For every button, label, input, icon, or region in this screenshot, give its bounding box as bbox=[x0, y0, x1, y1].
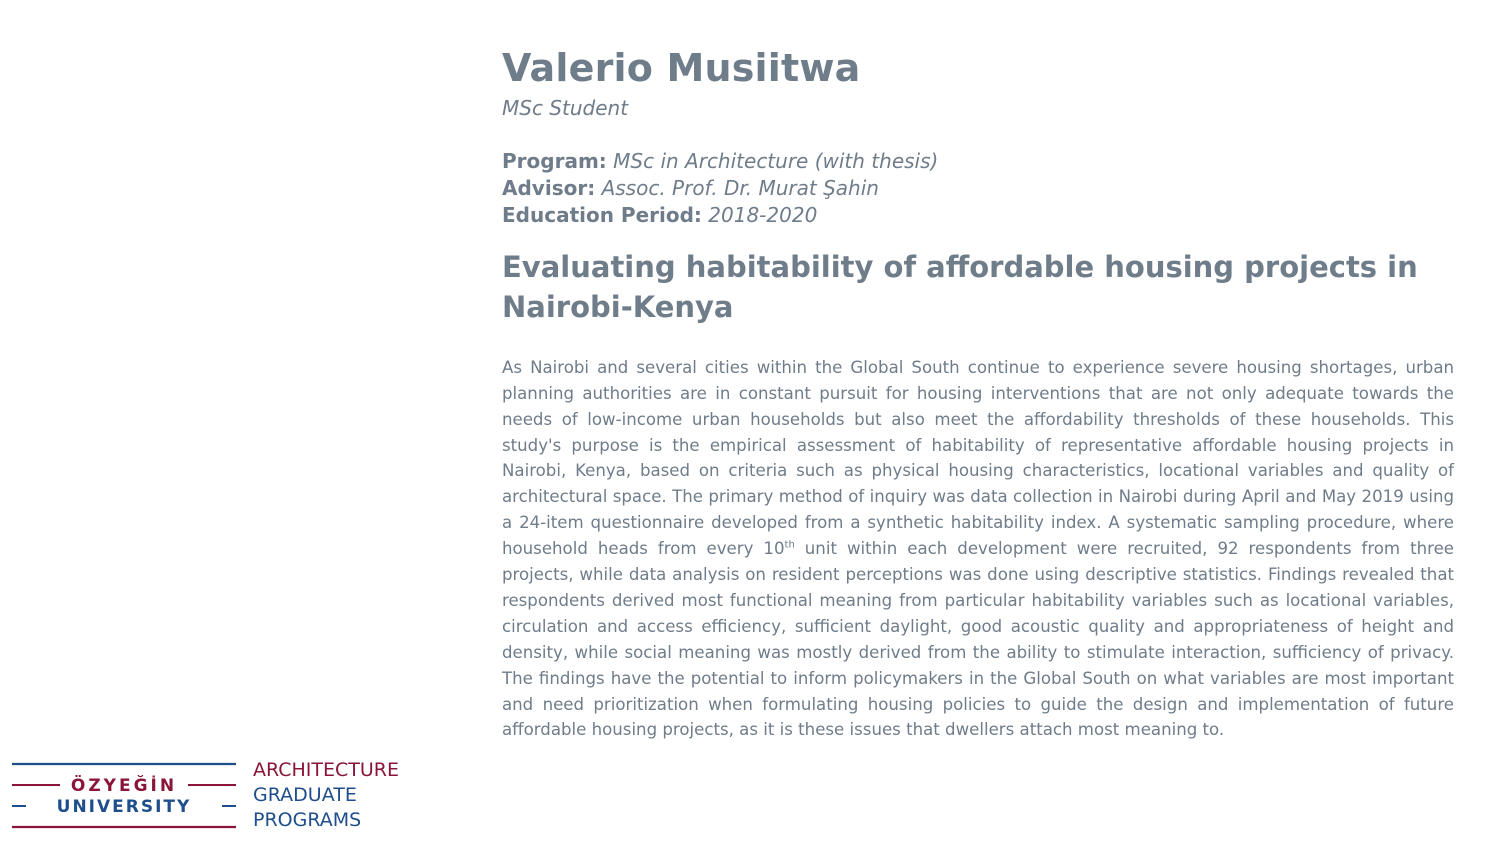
logo-line2: UNIVERSITY bbox=[56, 797, 192, 817]
advisor-value: Assoc. Prof. Dr. Murat Şahin bbox=[601, 175, 879, 200]
abstract-superscript: th bbox=[784, 539, 795, 551]
university-logo bbox=[12, 762, 236, 830]
student-role: MSc Student bbox=[502, 95, 629, 120]
logo-line1: ÖZYEĞİN bbox=[70, 776, 178, 796]
program-label: Program: bbox=[502, 148, 607, 173]
period-value: 2018-2020 bbox=[708, 202, 818, 227]
period-label: Education Period: bbox=[502, 202, 702, 227]
advisor-row bbox=[502, 175, 1454, 202]
abstract-text-part2: unit within each development were recruited, 92 respondents from three projects, while data analysis on resident perceptions was done using descriptive statistics. Findings revealed that respondents derived most functional meaning from particular habitability variables such as locational variables, circulation and access efficiency, sufficient daylight, good acoustic quality and appropriateness of height and density, while social meaning was mostly derived from the ability to stimulate interaction, sufficiency of privacy. The findings have the potential to inform policymakers in the Global South on what variables are most important and need prioritization when formulating housing policies to guide the design and implementation of future affordable housing projects, as it is these issues that dwellers attach most meaning to. bbox=[502, 539, 1454, 740]
thesis-abstract bbox=[502, 355, 1454, 744]
university-logo-mark bbox=[12, 762, 236, 830]
program-details bbox=[502, 148, 1454, 229]
department-name bbox=[253, 758, 399, 833]
profile-content bbox=[502, 48, 1454, 743]
abstract-text-part1: As Nairobi and several cities within the Global South continue to experience severe housing shortages, urban planning authorities are in constant pursuit for housing interventions that are not only adequate towards the needs of low-income urban households but also meet the affordability thresholds of these households. This study's purpose is the empirical assessment of habitability of representative affordable housing projects in Nairobi, Kenya, based on criteria such as physical housing characteristics, locational variables and quality of architectural space. The primary method of inquiry was data collection in Nairobi during April and May 2019 using a 24-item questionnaire developed from a synthetic habitability index. A systematic sampling procedure, where household heads from every 10 bbox=[502, 357, 1454, 559]
dept-line-architecture: ARCHITECTURE bbox=[253, 759, 400, 781]
program-value: MSc in Architecture (with thesis) bbox=[613, 148, 939, 173]
advisor-label: Advisor: bbox=[502, 175, 596, 200]
thesis-title: Evaluating habitability of affordable housing projects in Nairobi-Kenya bbox=[502, 249, 1418, 324]
program-row bbox=[502, 148, 1454, 175]
student-name: Valerio Musiitwa bbox=[502, 46, 861, 90]
dept-line-programs: PROGRAMS bbox=[253, 809, 362, 831]
dept-line-graduate: GRADUATE bbox=[253, 784, 357, 806]
period-row bbox=[502, 202, 1454, 229]
